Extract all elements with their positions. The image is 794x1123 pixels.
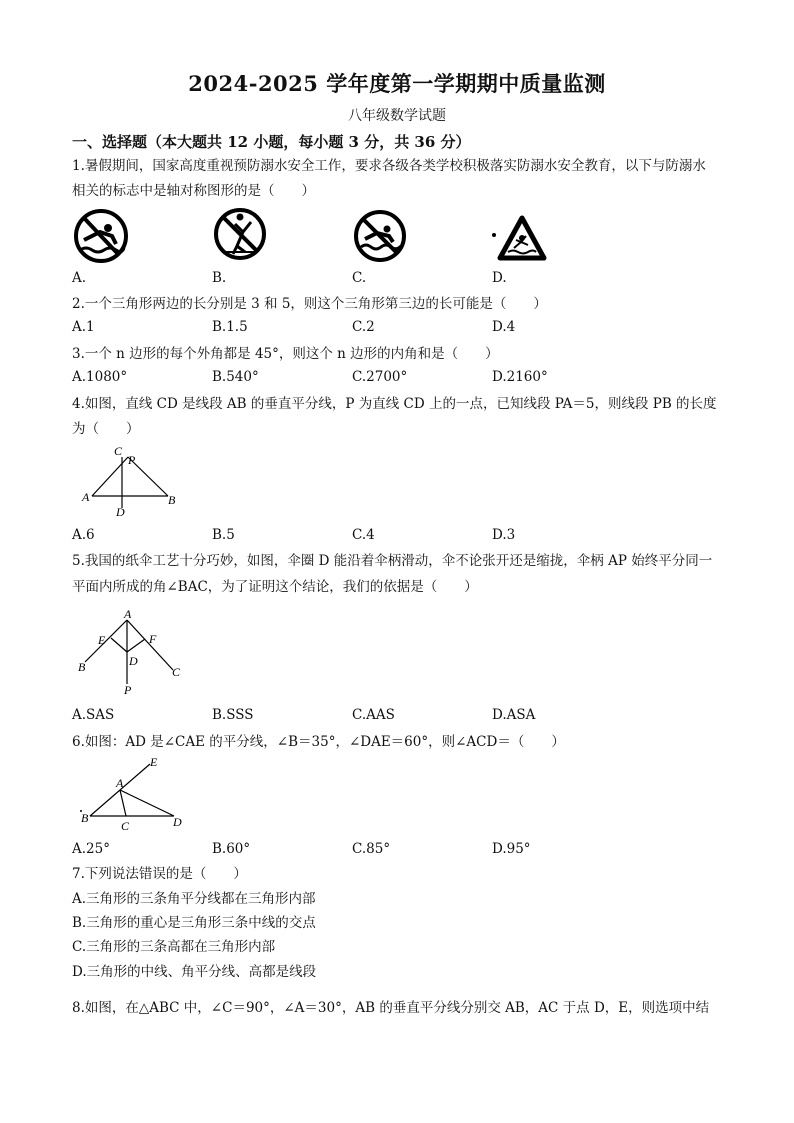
question-5-umbrella-figure xyxy=(75,608,190,696)
question-5-option-a[interactable]: A.SAS xyxy=(72,707,115,723)
no-swimming-sign-b xyxy=(213,206,269,266)
label-e: E xyxy=(150,755,158,769)
question-7-option-a[interactable]: A.三角形的三条角平分线都在三角形内部 xyxy=(72,891,316,907)
question-5-line-1: 5.我国的纸伞工艺十分巧妙，如图，伞圈 D 能沿着伞柄滑动，伞不论张开还是缩拢，伞柄 AP 始终平分同一 xyxy=(72,553,713,569)
question-5-option-c[interactable]: C.AAS xyxy=(352,707,395,723)
question-7-option-b[interactable]: B.三角形的重心是三角形三条中线的交点 xyxy=(72,915,316,931)
label-d: D xyxy=(129,654,138,668)
question-4-option-d[interactable]: D.3 xyxy=(492,527,516,543)
label-c: C xyxy=(121,819,130,833)
question-3-text: 3.一个 n 边形的每个外角都是 45°，则这个 n 边形的内角和是（ ） xyxy=(72,346,499,362)
question-4-option-a[interactable]: A.6 xyxy=(72,527,95,543)
label-e: E xyxy=(98,633,106,647)
question-3-option-d[interactable]: D.2160° xyxy=(492,369,548,385)
segment-ac xyxy=(120,790,126,816)
question-6-option-b[interactable]: B.60° xyxy=(212,841,251,857)
question-7-option-c[interactable]: C.三角形的三条高都在三角形内部 xyxy=(72,939,276,955)
page-title: 2024-2025 学年度第一学期期中质量监测 xyxy=(188,71,606,96)
question-4-option-b[interactable]: B.5 xyxy=(212,527,235,543)
label-d: D xyxy=(116,505,125,518)
question-3-option-c[interactable]: C.2700° xyxy=(352,369,408,385)
no-swimming-sign-a xyxy=(72,208,132,266)
label-a: A xyxy=(124,608,132,621)
question-7-option-d[interactable]: D.三角形的中线、角平分线、高都是线段 xyxy=(72,964,317,980)
question-8-text: 8.如图，在△ABC 中，∠C＝90°，∠A＝30°，AB 的垂直平分线分别交 AB，AC 于点 D，E，则选项中结 xyxy=(72,1000,710,1016)
question-6-option-c[interactable]: C.85° xyxy=(352,841,391,857)
question-6-figure xyxy=(78,754,190,834)
question-6-option-d[interactable]: D.95° xyxy=(492,841,531,857)
question-4-option-c[interactable]: C.4 xyxy=(352,527,375,543)
label-d: D xyxy=(173,815,182,829)
question-2-option-b[interactable]: B.1.5 xyxy=(212,319,248,335)
label-p: P xyxy=(124,683,132,696)
no-swimming-sign-c xyxy=(353,209,409,265)
label-f: F xyxy=(149,632,157,646)
question-2-option-c[interactable]: C.2 xyxy=(352,319,375,335)
question-4-line-1: 4.如图，直线 CD 是线段 AB 的垂直平分线，P 为直线 CD 上的一点，已知线段 PA＝5，则线段 PB 的长度 xyxy=(72,396,717,412)
question-6-option-a[interactable]: A.25° xyxy=(72,841,110,857)
question-2-option-a[interactable]: A.1 xyxy=(72,319,95,335)
section-heading: 一、选择题（本大题共 12 小题，每小题 3 分，共 36 分） xyxy=(72,133,471,151)
question-3-option-b[interactable]: B.540° xyxy=(212,369,259,385)
page-subtitle: 八年级数学试题 xyxy=(348,108,446,124)
label-c: C xyxy=(172,665,181,679)
question-7-text: 7.下列说法错误的是（ ） xyxy=(72,866,247,882)
question-1-line-1: 1.暑假期间，国家高度重视预防溺水安全工作，要求各级各类学校积极落实防溺水安全教育，以下与防溺水 xyxy=(72,158,706,174)
question-5-line-2: 平面内所成的角∠BAC，为了证明这个结论，我们的依据是（ ） xyxy=(72,579,478,595)
strut-ed xyxy=(111,638,127,652)
label-c: C xyxy=(114,444,123,458)
question-6-text: 6.如图：AD 是∠CAE 的平分线，∠B＝35°，∠DAE＝60°，则∠ACD＝（ ） xyxy=(72,734,565,750)
question-5-option-d[interactable]: D.ASA xyxy=(492,707,536,723)
question-2-option-d[interactable]: D.4 xyxy=(492,319,516,335)
segment-ad xyxy=(120,790,174,816)
question-4-figure xyxy=(80,443,190,518)
question-5-option-b[interactable]: B.SSS xyxy=(212,707,254,723)
drowning-warning-sign-d xyxy=(488,214,550,264)
question-1-option-a[interactable]: A. xyxy=(72,270,87,286)
label-a: A xyxy=(82,490,90,504)
question-3-option-a[interactable]: A.1080° xyxy=(72,369,128,385)
question-2-text: 2.一个三角形两边的长分别是 3 和 5，则这个三角形第三边的长可能是（ ） xyxy=(72,296,547,312)
label-b: B xyxy=(78,660,86,674)
label-p: P xyxy=(128,453,136,467)
strut-fd xyxy=(127,639,145,652)
question-1-line-2: 相关的标志中是轴对称图形的是（ ） xyxy=(72,183,315,199)
label-b: B xyxy=(168,493,176,507)
label-a: A xyxy=(116,776,124,790)
question-1-option-c[interactable]: C. xyxy=(352,270,367,286)
question-1-option-d[interactable]: D. xyxy=(492,270,507,286)
label-b: B xyxy=(81,811,89,825)
question-1-option-b[interactable]: B. xyxy=(212,270,227,286)
question-4-line-2: 为（ ） xyxy=(72,421,140,437)
rib-ab xyxy=(85,620,127,662)
